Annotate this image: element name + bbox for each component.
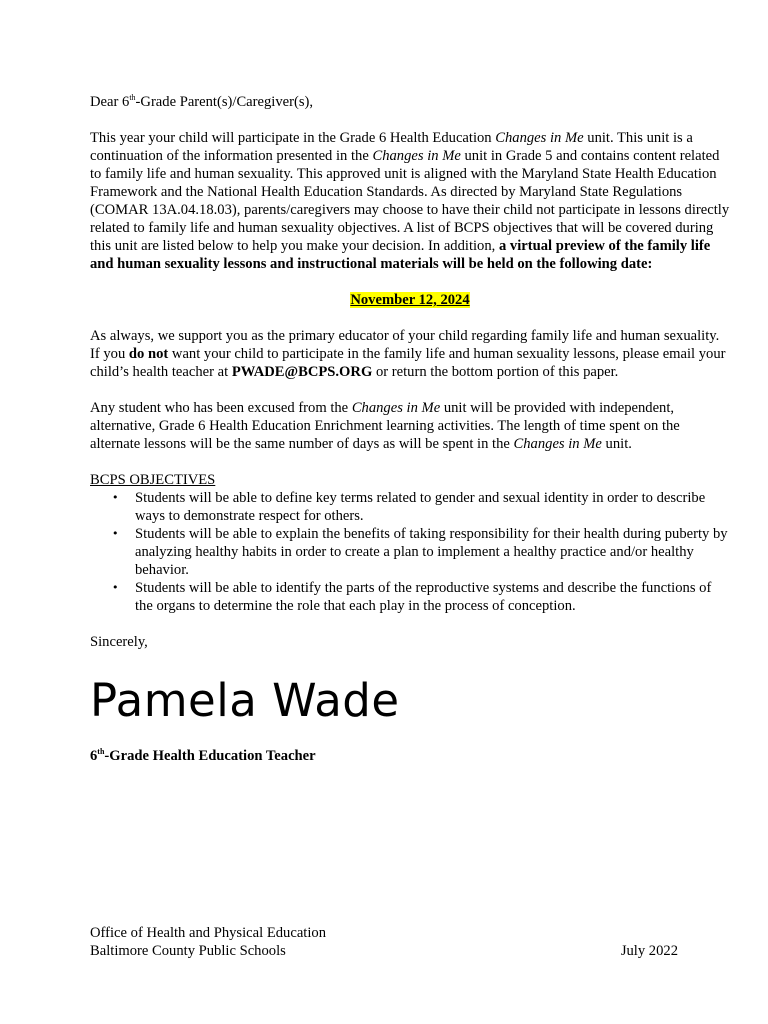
teacher-email[interactable]: PWADE@BCPS.ORG bbox=[231, 364, 373, 380]
teacher-title-superscript: th bbox=[97, 747, 105, 756]
salutation-suffix: -Grade Parent(s)/Caregiver(s), bbox=[135, 94, 314, 110]
objective-text: Students will be able to explain the benefits of taking responsibility for their health during puberty by analyzing healthy habits in order to create a plan to implement a healthy practice and/or healthy behavior. bbox=[135, 526, 728, 578]
unit-name: Changes in Me bbox=[513, 436, 602, 452]
objective-item bbox=[90, 579, 730, 615]
footer-district: Baltimore County Public Schools bbox=[90, 943, 286, 959]
objective-item bbox=[90, 489, 730, 525]
preview-notice: a virtual preview of the family life and human sexuality lessons and instructional materials will be held on the following date: bbox=[90, 238, 711, 272]
footer-row-office bbox=[90, 924, 678, 942]
preview-date-line bbox=[90, 291, 730, 309]
unit-name: Changes in Me bbox=[351, 400, 441, 416]
intro-text-1: This year your child will participate in the Grade 6 Health Education bbox=[90, 130, 496, 146]
intro-text-3: unit in Grade 5 and contains content related to family life and human sexuality. This approved unit is aligned with the Maryland State Health Education Framework and the National Health Education Standards. As directed by Maryland State Regulations (COMAR 13A.04.18.03), parents/caregivers may choose to have their child not participate in lessons directly related to family life and human sexuality objectives. A list of BCPS objectives that will be covered during this unit are listed below to help you make your decision. In addition, bbox=[90, 148, 730, 254]
opt-out-text-2: want your child to participate in the family life and human sexuality lessons, please email your child’s health teacher at bbox=[90, 346, 726, 380]
objective-text: Students will be able to define key terms related to gender and sexual identity in order to describe ways to demonstrate respect for others. bbox=[135, 490, 706, 524]
teacher-title-prefix: 6 bbox=[90, 748, 98, 764]
unit-name: Changes in Me bbox=[495, 130, 584, 146]
letter-body bbox=[90, 93, 730, 765]
objective-item bbox=[90, 525, 730, 579]
teacher-title bbox=[90, 747, 730, 765]
unit-name: Changes in Me bbox=[372, 148, 461, 164]
alternative-text-1: Any student who has been excused from the bbox=[90, 400, 352, 416]
do-not-emphasis: do not bbox=[128, 346, 169, 362]
opt-out-text-3: or return the bottom portion of this paper. bbox=[372, 364, 619, 380]
salutation bbox=[90, 93, 730, 111]
intro-text-2: unit. This unit is a continuation of the information presented in the bbox=[90, 130, 693, 164]
salutation-prefix: Dear 6 bbox=[90, 94, 130, 110]
opt-out-text-1: As always, we support you as the primary educator of your child regarding family life and human sexuality. If you bbox=[90, 328, 720, 362]
bullet-icon: • bbox=[112, 527, 119, 540]
alternative-text-2: unit will be provided with independent, alternative, Grade 6 Health Education Enrichment learning activities. The length of time spent on the alternate lessons will be the same number of days as will be spent in the bbox=[90, 400, 680, 452]
objectives-heading: BCPS OBJECTIVES bbox=[90, 472, 216, 488]
footer-row-district bbox=[90, 942, 678, 960]
bullet-icon: • bbox=[112, 491, 119, 504]
intro-paragraph bbox=[90, 129, 730, 273]
teacher-title-suffix: -Grade Health Education Teacher bbox=[104, 748, 316, 764]
signature: Pamela Wade bbox=[90, 674, 400, 727]
preview-date: November 12, 2024 bbox=[350, 292, 470, 308]
footer-office: Office of Health and Physical Education bbox=[90, 925, 326, 941]
footer-date: July 2022 bbox=[620, 943, 678, 959]
alternative-paragraph bbox=[90, 399, 730, 453]
objectives-list bbox=[90, 489, 730, 615]
salutation-superscript: th bbox=[129, 93, 136, 102]
bullet-icon: • bbox=[112, 581, 119, 594]
alternative-text-3: unit. bbox=[601, 436, 632, 452]
objective-text: Students will be able to identify the parts of the reproductive systems and describe the functions of the organs to determine the role that each play in the process of conception. bbox=[135, 580, 712, 614]
footer bbox=[90, 924, 678, 960]
opt-out-paragraph bbox=[90, 327, 730, 381]
closing: Sincerely, bbox=[90, 634, 148, 650]
